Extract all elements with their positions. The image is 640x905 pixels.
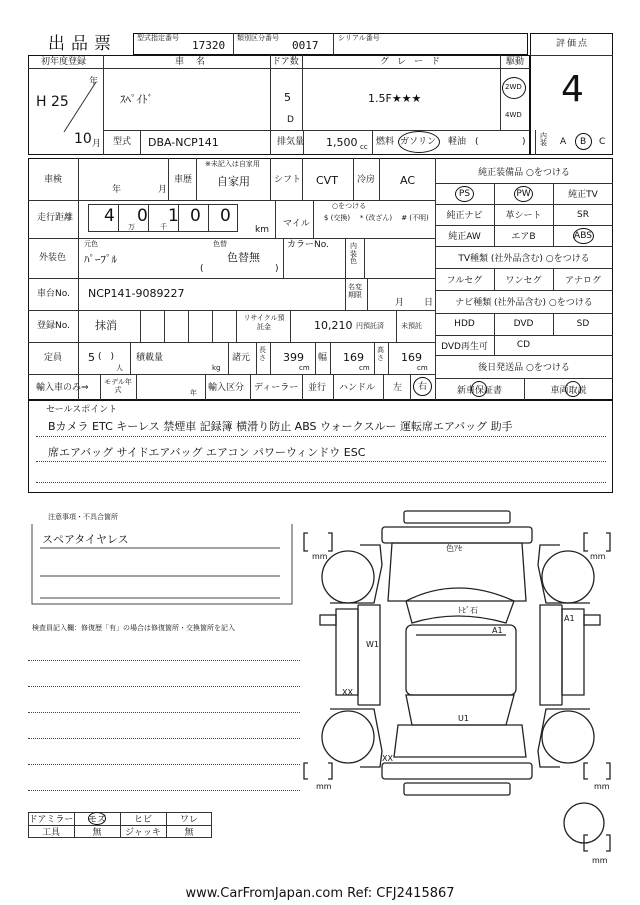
handle-left: 左 — [393, 383, 403, 393]
equip-ps: PS — [458, 188, 471, 199]
circle-warranty — [471, 381, 487, 397]
rating-label: 評価点 — [556, 39, 590, 49]
tv-fullseg: フルセグ — [446, 275, 483, 286]
bt-jack-value: 無 — [184, 828, 194, 838]
sales-line-1: Bカメラ ETC キーレス 禁煙車 記録簿 横滑り防止 ABS ウォークスルー 運転席エアバッグ 助手 — [48, 420, 513, 433]
tv-oneseg: ワンセグ — [505, 275, 542, 286]
bt-mirror-state: モズ — [87, 815, 106, 825]
recolor-value: 色替無 — [227, 251, 260, 264]
mm-rear-right: mm — [594, 782, 610, 791]
doors-count: 5 — [284, 91, 291, 104]
capacity-unit: 人 — [116, 364, 123, 372]
load-label: 積載量 — [136, 353, 164, 363]
mark-stone-chip: ﾄﾋﾞ石 — [458, 606, 478, 615]
model-code: DBA-NCP141 — [148, 136, 219, 149]
interior-label: 内装 — [540, 132, 547, 147]
mileage-digit-2: 0 — [137, 206, 148, 226]
circle-manual — [565, 381, 581, 397]
later-manual: 車両取説 — [550, 385, 587, 396]
tv-title: TV種類 (社外品含む) ○をつける — [458, 253, 590, 264]
fuel-diesel: 軽油 — [448, 137, 467, 147]
handle-right: 右 — [418, 382, 428, 392]
nav-dvd: DVD — [513, 319, 534, 329]
circle-mirror — [88, 812, 106, 825]
capacity-value: 5 — [88, 351, 95, 364]
mark-a1-center: A1 — [492, 626, 503, 635]
ac-value: AC — [400, 174, 416, 187]
orig-color-label: 元色 — [84, 240, 98, 248]
first-reg-era: H 25 — [36, 94, 69, 110]
ext-color-label: 外装色 — [39, 253, 67, 263]
length-label: 長さ — [259, 346, 266, 362]
mm-front-left: mm — [312, 552, 328, 561]
bt-tools: 工具 — [41, 828, 60, 838]
bt-crack: ヒビ — [133, 815, 152, 825]
grade-label: グレード — [380, 57, 449, 67]
car-diagram — [300, 505, 620, 865]
year-unit: 年 — [89, 77, 99, 87]
model-label: 型式 — [113, 137, 132, 147]
nav-title: ナビ種類 (社外品含む) ○をつける — [455, 298, 593, 308]
mark-xx-left: XX — [342, 688, 353, 697]
equip-leather: 革シート — [505, 211, 542, 221]
mileage-sen: 千 — [160, 223, 167, 231]
load-unit: kg — [212, 364, 221, 372]
equip-navi: 純正ナビ — [446, 211, 483, 221]
doors-label: ドア数 — [272, 57, 299, 67]
drive-4wd: 4WD — [505, 111, 522, 119]
fuel-gasoline: ガソリン — [400, 137, 437, 147]
height-value: 169 — [401, 351, 422, 364]
bt-jack: ジャッキ — [125, 828, 161, 838]
mileage-label: 走行距離 — [37, 213, 74, 223]
car-name: ｽﾍﾟｲﾄﾞ — [120, 93, 153, 106]
notes-line-1: スペアタイヤレス — [42, 533, 129, 546]
interior-c: C — [599, 137, 606, 147]
category-number: 0017 — [292, 39, 319, 52]
term-month: 月 — [395, 298, 405, 308]
term-label: 名変期限 — [348, 283, 362, 300]
first-reg-month: 10 — [74, 131, 92, 147]
model-designation-label: 型式指定番号 — [137, 34, 179, 42]
sheet-title: 出品票 — [48, 34, 117, 54]
interior-b: B — [580, 137, 587, 147]
odo-tamper: * (改ざん) — [359, 214, 393, 222]
interior-a: A — [560, 137, 567, 147]
mileage-digit-3: 1 — [168, 206, 179, 226]
color-no-label: カラーNo. — [287, 240, 329, 250]
height-unit: cm — [417, 364, 428, 372]
length-value: 399 — [283, 351, 304, 364]
chassis-number: NCP141-9089227 — [88, 287, 185, 300]
import-parallel: 並行 — [308, 383, 327, 393]
reg-no-label: 登録No. — [37, 321, 70, 331]
mileage-man: 万 — [128, 223, 135, 231]
month-unit: 月 — [92, 139, 102, 149]
dims-label: 諸元 — [232, 353, 251, 363]
mark-a1-right: A1 — [564, 614, 575, 623]
mm-front-right: mm — [590, 552, 606, 561]
equip-pw: PW — [516, 188, 531, 199]
import-label: 輸入車のみ⇒ — [36, 383, 89, 393]
odo-unknown: # (不明) — [401, 214, 429, 222]
mark-xx-rear: XX — [382, 754, 393, 763]
width-unit: cm — [359, 364, 370, 372]
mileage-digit-5: 0 — [220, 206, 231, 226]
bt-tools-value: 無 — [92, 828, 102, 838]
ac-label: 冷房 — [357, 175, 376, 185]
inspection-label: 車検 — [44, 175, 63, 185]
import-dealer: ディーラー — [254, 383, 299, 393]
dvd-cd: CD — [516, 340, 531, 350]
later-warranty: 新車保証書 — [456, 385, 502, 396]
height-label: 高さ — [377, 346, 384, 362]
mm-spare: mm — [592, 856, 608, 865]
drive-2wd: 2WD — [505, 83, 522, 91]
first-reg-label: 初年度登録 — [41, 57, 87, 67]
mm-rear-left: mm — [316, 782, 332, 791]
capacity-label: 定員 — [44, 353, 63, 363]
term-day: 日 — [424, 298, 434, 308]
odo-note: ○をつける — [332, 202, 367, 210]
unrecorded-note: ※未記入は自家用 — [205, 160, 260, 168]
mark-w1: W1 — [366, 640, 379, 649]
grade: 1.5F★★★ — [368, 92, 422, 105]
date-slash — [60, 78, 100, 136]
equip-aw: 純正AW — [448, 232, 481, 242]
recycle-unpaid: 未預託 — [401, 322, 422, 330]
mark-color-fade: 色ｱｾ — [446, 544, 462, 553]
car-name-label: 車名 — [175, 57, 218, 67]
bt-door-mirror: ドアミラー — [28, 815, 74, 825]
sales-line-2: 席エアバッグ サイドエアバッグ エアコン パワーウィンドウ ESC — [48, 446, 366, 459]
tv-analog: アナログ — [564, 275, 601, 286]
shift-value: CVT — [316, 174, 338, 187]
circle-abs — [573, 228, 594, 244]
model-designation: 17320 — [192, 39, 226, 52]
rating-score: 4 — [561, 69, 584, 110]
drive-label: 駆動 — [506, 57, 525, 67]
equip-sr: SR — [577, 209, 589, 220]
import-type-label: 輸入区分 — [208, 383, 245, 393]
nav-sd: SD — [576, 319, 590, 329]
displacement-unit: cc — [360, 143, 368, 151]
recycle-status: 円預託済 — [356, 322, 384, 330]
int-color-label: 内装色 — [350, 242, 357, 266]
serial-label: シリアル番号 — [338, 34, 380, 42]
fuel-label: 燃料 — [376, 137, 395, 147]
recycle-amount: 10,210 — [314, 319, 353, 332]
mark-u1: U1 — [458, 714, 469, 723]
sales-label: セールスポイント — [46, 405, 118, 415]
nav-hdd: HDD — [454, 319, 475, 329]
mile-label: マイル — [283, 219, 310, 229]
history-value: 自家用 — [217, 175, 250, 188]
inspector-label: 検査員記入欄：修復歴「有」の場合は修復箇所・交換箇所を記入 — [32, 624, 235, 632]
history-label: 車歴 — [174, 175, 193, 185]
displacement-label: 排気量 — [277, 137, 305, 147]
recycle-label: リサイクル預託金 — [243, 314, 285, 332]
odo-exchange: $ (交換) — [323, 214, 351, 222]
circle-ps — [455, 186, 474, 202]
category-label: 類別区分番号 — [237, 34, 279, 42]
equipment-title: 純正装備品 ○をつける — [478, 168, 570, 178]
mileage-digit-4: 0 — [190, 206, 201, 226]
equip-airbag: エアB — [511, 232, 536, 242]
displacement: 1,500 — [326, 136, 358, 149]
notes-label: 注意事項・不具合箇所 — [48, 513, 118, 521]
inspection-year: 年 — [112, 185, 122, 195]
later-title: 後日発送品 ○をつける — [478, 363, 570, 373]
equip-tv: 純正TV — [568, 190, 598, 200]
shift-label: シフト — [274, 175, 302, 185]
body-type: D — [287, 115, 294, 125]
inspection-month: 月 — [158, 185, 168, 195]
orig-color: ﾊﾟｰﾌﾟﾙ — [84, 253, 117, 266]
mileage-unit: km — [255, 225, 269, 235]
recolor-label: 色替 — [213, 240, 227, 248]
chassis-label: 車台No. — [37, 289, 70, 299]
equip-abs: ABS — [574, 230, 592, 241]
handle-label: ハンドル — [339, 383, 376, 393]
model-year-unit: 年 — [190, 389, 197, 397]
bt-break: ワレ — [179, 815, 198, 825]
reg-no: 抹消 — [95, 319, 117, 332]
dvd-label: DVD再生可 — [441, 341, 488, 352]
model-year-label: モデル年式 — [104, 378, 132, 395]
mileage-digit-1: 4 — [104, 206, 115, 226]
length-unit: cm — [299, 364, 310, 372]
width-label: 幅 — [318, 353, 328, 363]
footer-reference: www.CarFromJapan.com Ref: CFJ2415867 — [185, 886, 455, 901]
width-value: 169 — [343, 351, 364, 364]
circle-pw — [514, 186, 533, 202]
